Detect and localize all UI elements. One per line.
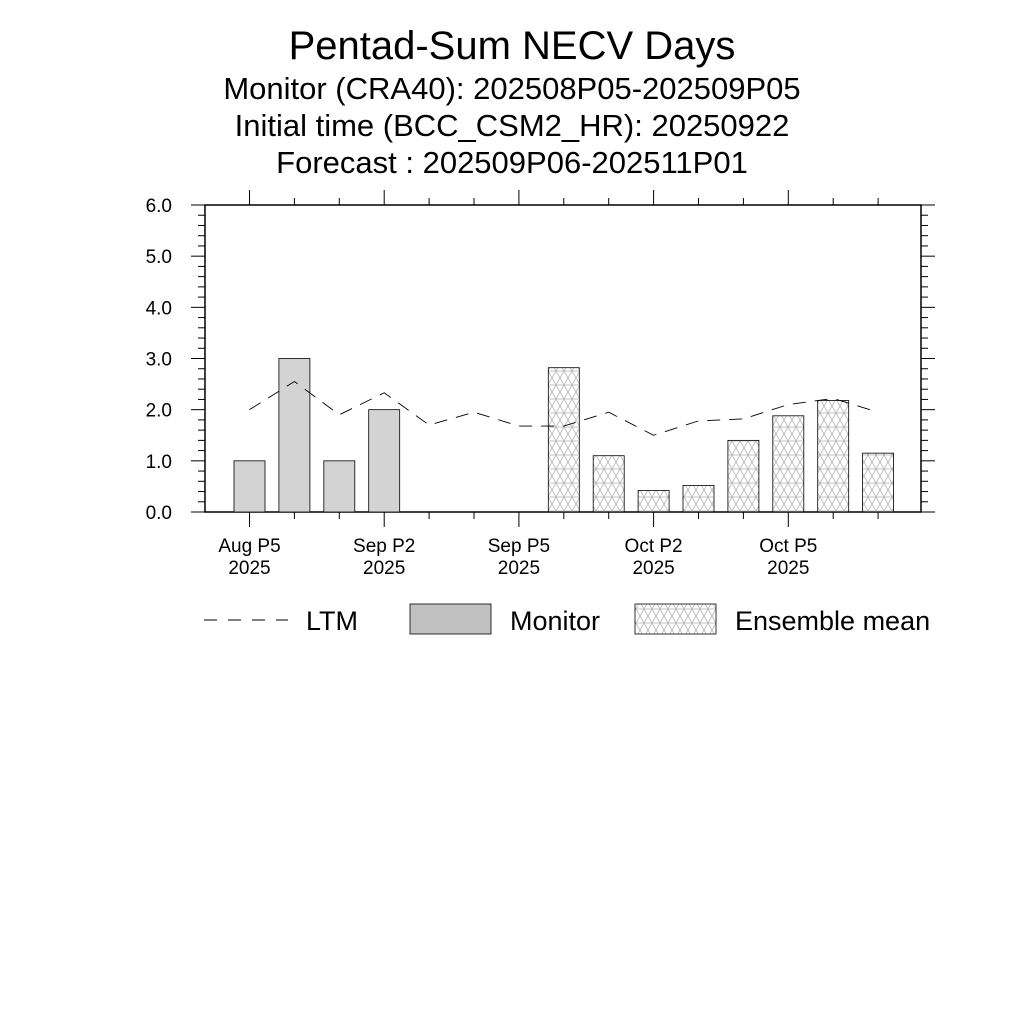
x-tick-label: Oct P2: [624, 536, 683, 557]
x-tick-label-year: 2025: [228, 558, 271, 579]
x-tick-label-year: 2025: [632, 558, 675, 579]
y-tick-label: 0.0: [145, 503, 172, 524]
y-tick-label: 1.0: [145, 451, 172, 473]
x-tick-label-year: 2025: [497, 558, 541, 579]
chart-subtitle-forecast: Forecast : 202509P06-202511P01: [276, 145, 748, 180]
y-tick-label: 5.0: [145, 247, 172, 269]
x-tick-label: Aug P5: [218, 536, 281, 557]
ensemble-mean-bar: [683, 485, 714, 512]
y-tick-label: 3.0: [145, 349, 172, 371]
legend-ltm-label: LTM: [306, 606, 358, 636]
monitor-bar: [324, 461, 355, 512]
legend: [204, 604, 930, 636]
legend-monitor-swatch: [410, 604, 491, 634]
legend-monitor-label: Monitor: [510, 606, 601, 636]
chart-subtitle-monitor: Monitor (CRA40): 202508P05-202509P05: [223, 71, 801, 106]
ensemble-mean-bar: [818, 400, 849, 512]
ensemble-mean-bar: [548, 368, 579, 512]
legend-ensemble-label: Ensemble mean: [735, 606, 931, 636]
ensemble-mean-bar: [773, 416, 804, 512]
ensemble-mean-bar: [638, 491, 669, 512]
ensemble-mean-bar: [728, 440, 759, 512]
ensemble-mean-bar: [593, 456, 624, 512]
x-tick-label: Sep P2: [353, 536, 416, 557]
chart-title: Pentad-Sum NECV Days: [288, 24, 736, 68]
ensemble-mean-bar: [863, 453, 894, 512]
y-tick-label: 2.0: [145, 400, 172, 422]
monitor-bar: [234, 461, 265, 512]
legend-ensemble-swatch: [635, 604, 716, 634]
chart-subtitle-initial-time: Initial time (BCC_CSM2_HR): 20250922: [234, 108, 790, 143]
x-tick-label-year: 2025: [363, 558, 406, 579]
x-tick-label: Sep P5: [487, 536, 551, 557]
y-tick-label: 4.0: [145, 298, 172, 320]
y-tick-label: 6.0: [145, 196, 172, 217]
x-tick-label-year: 2025: [767, 558, 810, 579]
x-tick-label: Oct P5: [759, 536, 818, 557]
monitor-bar: [369, 410, 400, 512]
